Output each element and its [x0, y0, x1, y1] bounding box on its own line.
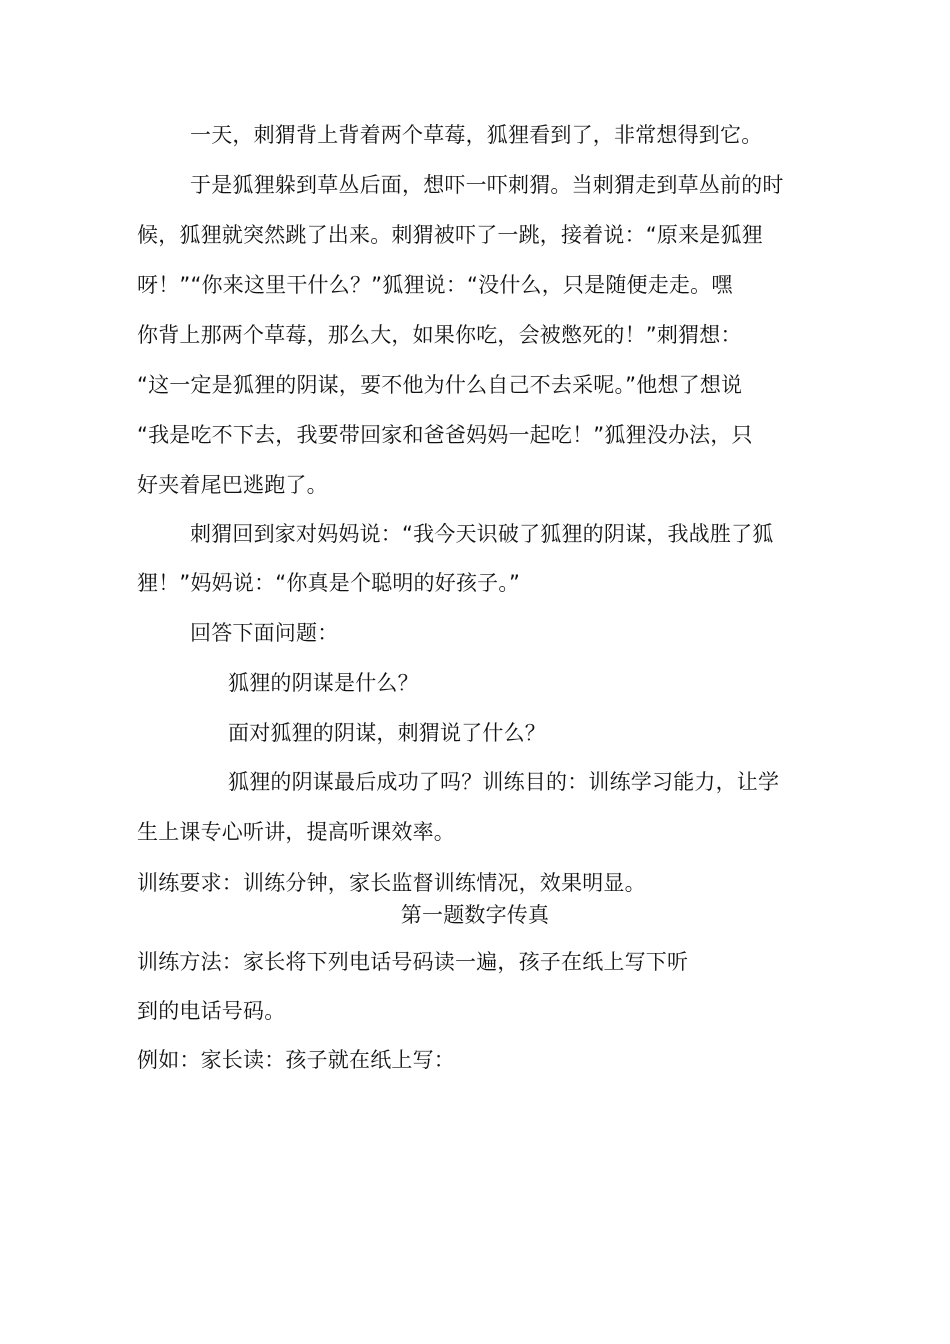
training-example: 例如：家长读：孩子就在纸上写：: [137, 1048, 455, 1072]
story-paragraph-2-line-6: “我是吃不下去，我要带回家和爸爸妈妈一起吃！”狐狸没办法，只: [137, 423, 753, 447]
section-title: 第一题数字传真: [400, 903, 550, 927]
training-method-line-1: 训练方法：家长将下列电话号码读一遍，孩子在纸上写下听: [137, 950, 689, 974]
story-paragraph-3-line-2: 狸！”妈妈说：“你真是个聪明的好孩子。”: [137, 571, 521, 595]
story-paragraph-1: 一天，刺猬背上背着两个草莓，狐狸看到了，非常想得到它。: [190, 123, 763, 147]
question-3-line-1: 狐狸的阴谋最后成功了吗？训练目的：训练学习能力，让学: [228, 770, 780, 794]
story-paragraph-2-line-3: 呀！”“你来这里干什么？”狐狸说：“没什么，只是随便走走。嘿: [137, 273, 733, 297]
question-1: 狐狸的阴谋是什么？: [228, 671, 419, 695]
story-paragraph-2-line-1: 于是狐狸躲到草丛后面，想吓一吓刺猬。当刺猬走到草丛前的时: [190, 173, 784, 197]
story-paragraph-2-line-5: “这一定是狐狸的阴谋，要不他为什么自己不去采呢。”他想了想说: [137, 373, 743, 397]
story-paragraph-2-line-4: 你背上那两个草莓，那么大，如果你吃，会被憋死的！”刺猬想：: [137, 323, 742, 347]
training-method-line-2: 到的电话号码。: [137, 999, 286, 1023]
story-paragraph-3-line-1: 刺猬回到家对妈妈说：“我今天识破了狐狸的阴谋，我战胜了狐: [190, 522, 774, 546]
training-requirement: 训练要求：训练分钟，家长监督训练情况，效果明显。: [137, 871, 646, 895]
question-3-line-2: 生上课专心听讲，提高听课效率。: [137, 820, 455, 844]
questions-intro: 回答下面问题：: [190, 621, 339, 645]
story-paragraph-2-line-2: 候，狐狸就突然跳了出来。刺猬被吓了一跳，接着说：“原来是狐狸: [137, 223, 763, 247]
story-paragraph-2-line-7: 好夹着尾巴逃跑了。: [137, 473, 328, 497]
question-2: 面对狐狸的阴谋，刺猬说了什么？: [228, 721, 546, 745]
